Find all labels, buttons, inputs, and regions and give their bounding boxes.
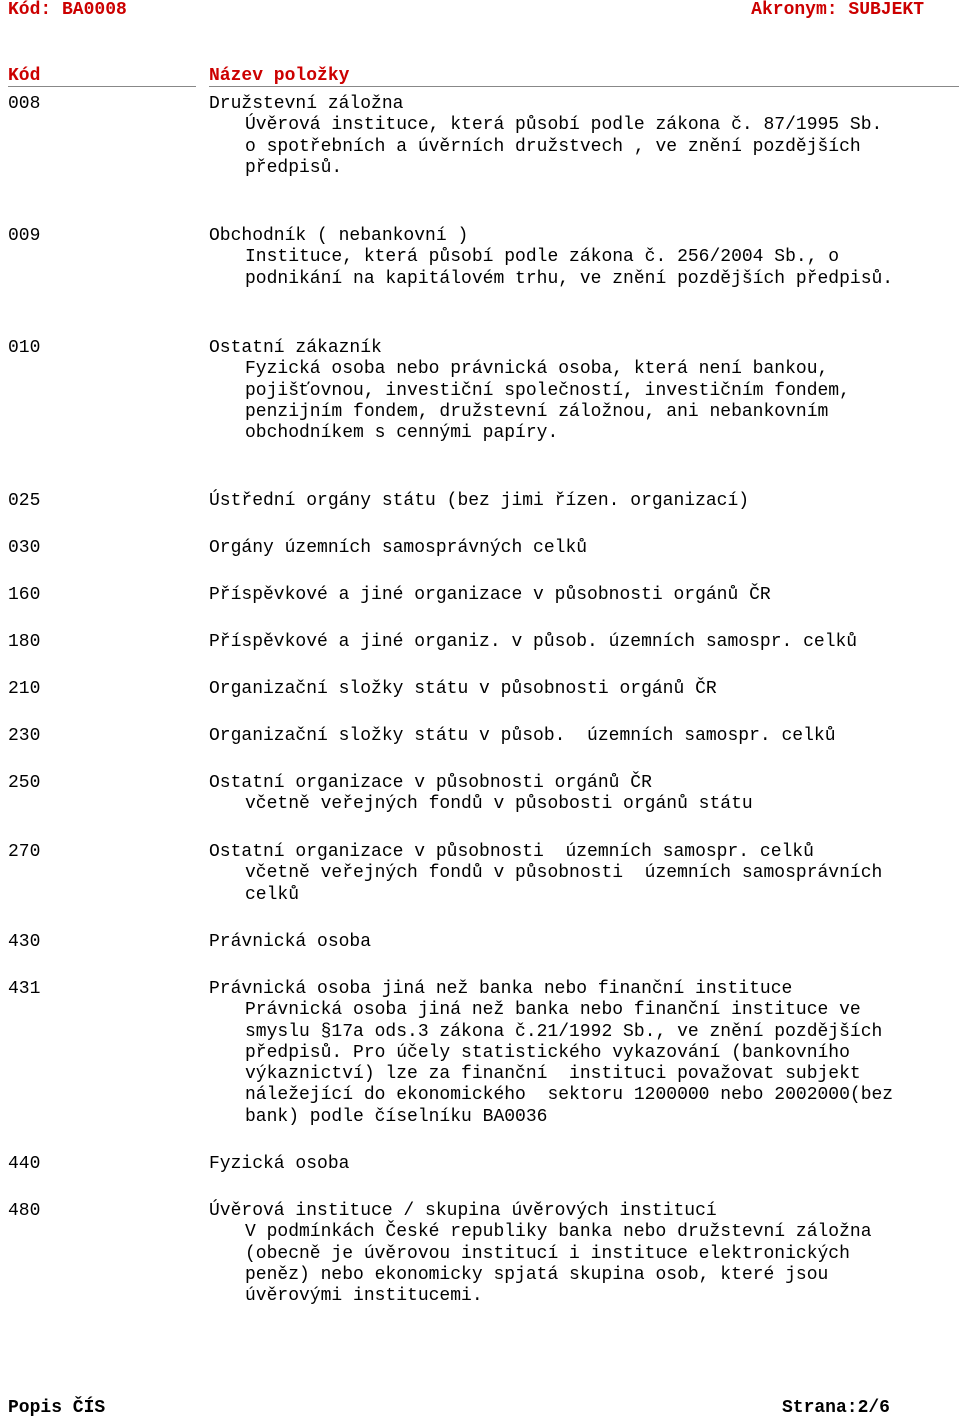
item-title: Družstevní záložna xyxy=(209,94,404,114)
codebook-code: Kód: BA0008 xyxy=(8,0,127,20)
item-title: Právnická osoba xyxy=(209,932,372,952)
item-title: Ostatní zákazník xyxy=(209,338,382,358)
item-code: 008 xyxy=(8,94,41,114)
item-code: 160 xyxy=(8,585,41,605)
column-header-code: Kód xyxy=(8,66,41,86)
item-code: 010 xyxy=(8,338,41,358)
item-description: Fyzická osoba nebo právnická osoba, která není bankou, pojišťovnou, investiční společností, investičním fondem, penzijním fondem, družstevní záložnou, ani nebankovním obchodníkem s cennými papíry. xyxy=(245,359,850,444)
document-title: Popis ČÍS xyxy=(8,1398,106,1418)
item-code: 180 xyxy=(8,632,41,652)
column-headers xyxy=(8,66,958,88)
item-code: 430 xyxy=(8,932,41,952)
item-description: Právnická osoba jiná než banka nebo finanční instituce ve smyslu §17a ods.3 zákona č.21/1992 Sb., ve znění pozdějších předpisů. Pro účely statistického vykazování (bankovního výkaznictví) lze za finanční instituci považovat subjekt náležející do ekonomického sektoru 1200000 nebo 2002000(bez bank) podle číselníku BA0036 xyxy=(245,1000,894,1127)
item-title: Orgány územních samosprávných celků xyxy=(209,538,588,558)
item-code: 480 xyxy=(8,1201,41,1221)
codebook-acronym: Akronym: SUBJEKT xyxy=(751,0,924,20)
item-description: včetně veřejných fondů v působosti orgánů státu xyxy=(245,794,753,815)
page-header xyxy=(8,0,952,24)
item-code: 210 xyxy=(8,679,41,699)
item-code: 431 xyxy=(8,979,41,999)
item-title: Ostatní organizace v působnosti orgánů ČR xyxy=(209,773,652,793)
item-title: Příspěvkové a jiné organiz. v působ. územních samospr. celků xyxy=(209,632,858,652)
item-title: Příspěvkové a jiné organizace v působnosti orgánů ČR xyxy=(209,585,771,605)
item-code: 440 xyxy=(8,1154,41,1174)
item-title: Fyzická osoba xyxy=(209,1154,350,1174)
item-title: Ostatní organizace v působnosti územních samospr. celků xyxy=(209,842,814,862)
item-code: 009 xyxy=(8,226,41,246)
item-description: Úvěrová instituce, která působí podle zákona č. 87/1995 Sb. o spotřebních a úvěrních družstvech , ve znění pozdějších předpisů. xyxy=(245,115,883,178)
item-code: 250 xyxy=(8,773,41,793)
item-description: Instituce, která působí podle zákona č. 256/2004 Sb., o podnikání na kapitálovém trhu, ve znění pozdějších předpisů. xyxy=(245,247,894,289)
item-description: včetně veřejných fondů v působnosti územních samosprávních celků xyxy=(245,863,883,905)
item-title: Úvěrová instituce / skupina úvěrových institucí xyxy=(209,1201,717,1221)
item-title: Obchodník ( nebankovní ) xyxy=(209,226,469,246)
item-title: Ústřední orgány státu (bez jimi řízen. organizací) xyxy=(209,491,750,511)
page-footer xyxy=(8,1398,952,1420)
item-title: Organizační složky státu v působ. územních samospr. celků xyxy=(209,726,836,746)
item-title: Organizační složky státu v působnosti orgánů ČR xyxy=(209,679,717,699)
column-divider-name xyxy=(209,86,959,87)
column-divider-code xyxy=(8,86,196,87)
item-title: Právnická osoba jiná než banka nebo finanční instituce xyxy=(209,979,793,999)
page-number: Strana:2/6 xyxy=(781,1398,890,1418)
item-code: 270 xyxy=(8,842,41,862)
item-description: V podmínkách České republiky banka nebo družstevní záložna (obecně je úvěrovou institucí i instituce elektronických peněz) nebo ekonomicky spjatá skupina osob, které jsou úvěrovými institucemi. xyxy=(245,1222,872,1307)
item-code: 025 xyxy=(8,491,41,511)
column-header-name: Název položky xyxy=(209,66,350,86)
item-code: 030 xyxy=(8,538,41,558)
item-code: 230 xyxy=(8,726,41,746)
